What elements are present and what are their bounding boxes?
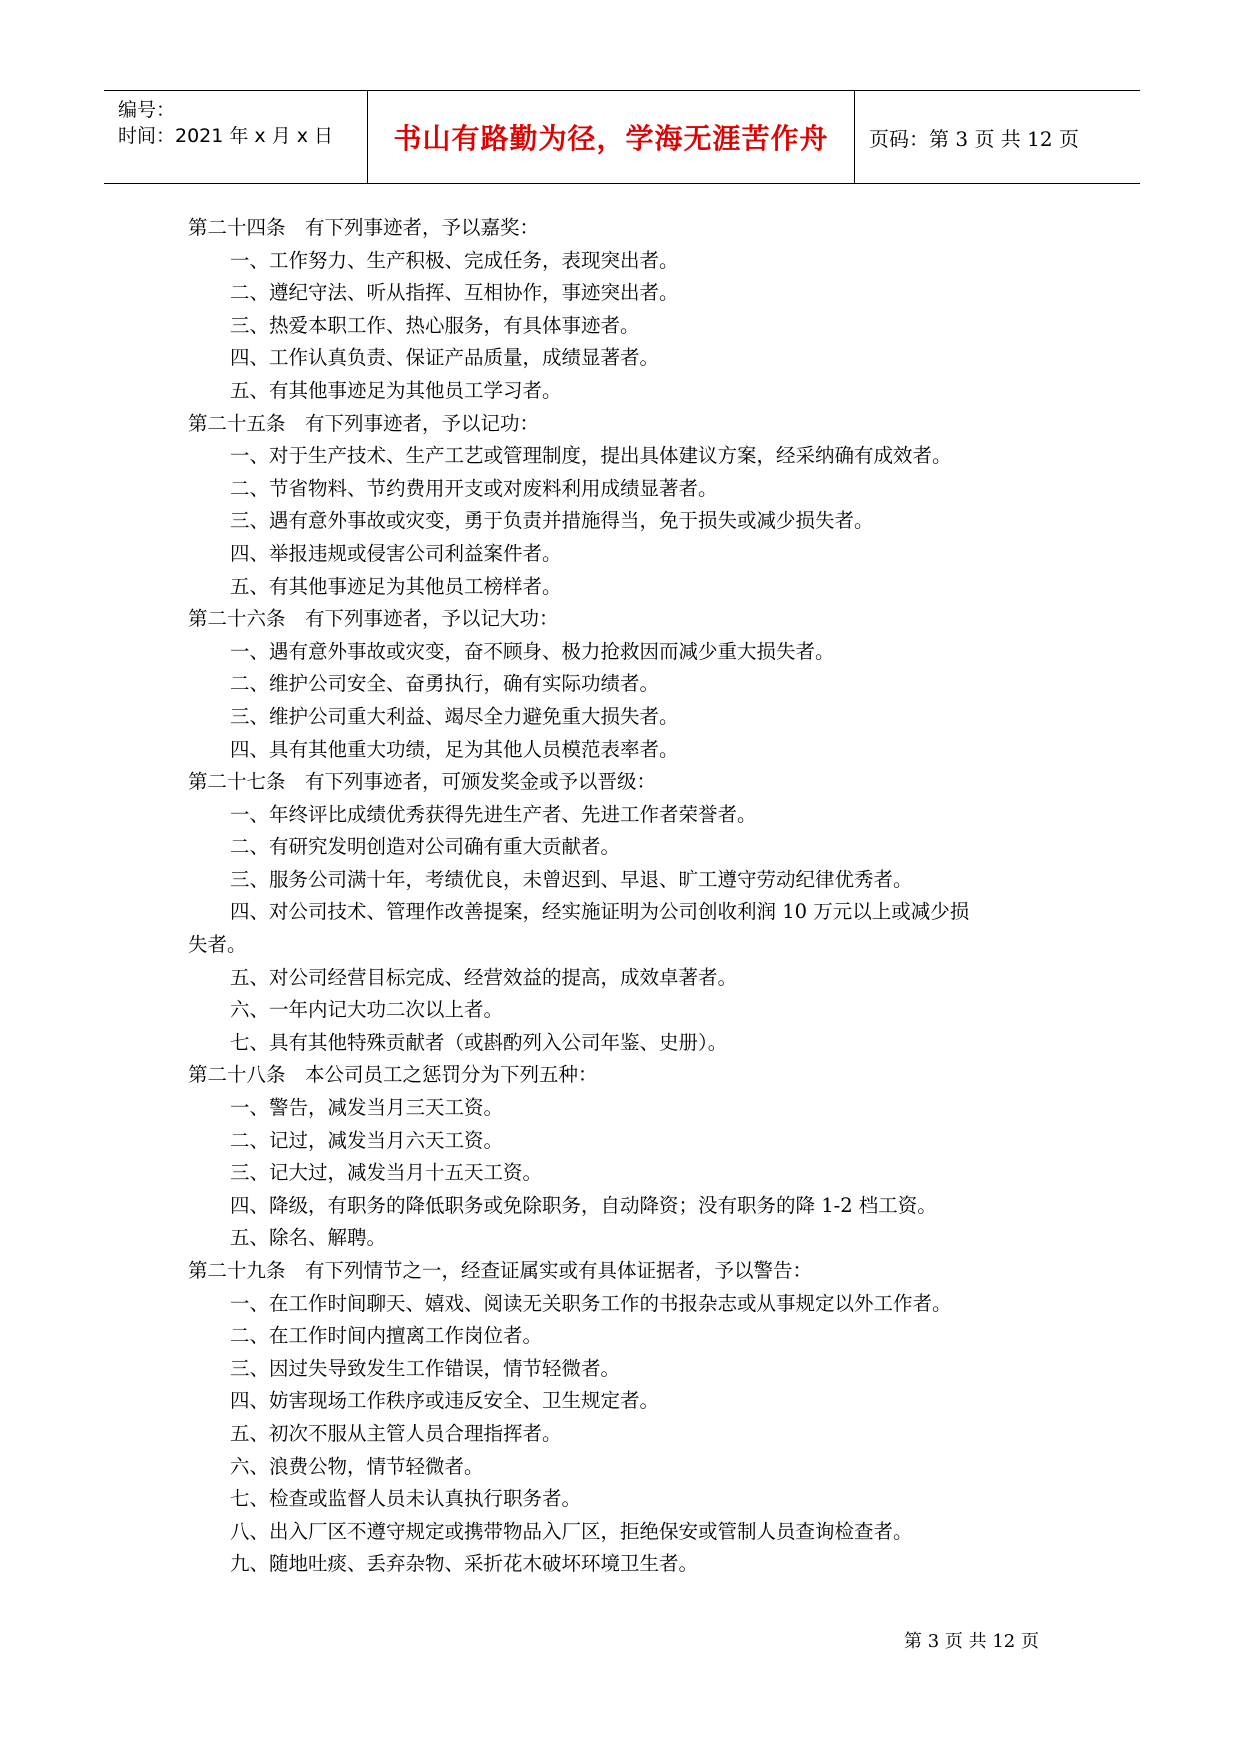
header-meta-cell [104,91,367,183]
article-heading: 第二十六条 有下列事迹者，予以记大功： [188,607,559,631]
list-item: 四、工作认真负责、保证产品质量，成绩显著者。 [230,346,660,370]
list-item: 三、遇有意外事故或灾变，勇于负责并措施得当，免于损失或减少损失者。 [230,509,874,533]
list-item: 五、有其他事迹足为其他员工榜样者。 [230,574,562,598]
list-item: 五、初次不服从主管人员合理指挥者。 [230,1421,562,1445]
article-heading: 第二十九条 有下列情节之一，经查证属实或有具体证据者，予以警告： [188,1259,813,1282]
continuation-line: 失者。 [188,933,247,957]
article-heading: 第二十四条 有下列事迹者，予以嘉奖： [188,216,540,239]
list-item: 四、举报违规或侵害公司利益案件者。 [230,541,562,565]
list-item: 一、警告，减发当月三天工资。 [230,1096,504,1120]
list-item: 三、记大过，减发当月十五天工资。 [230,1161,543,1185]
list-item: 一、遇有意外事故或灾变，奋不顾身、极力抢救因而减少重大损失者。 [230,639,835,663]
list-item: 三、维护公司重大利益、竭尽全力避免重大损失者。 [230,704,679,728]
list-item: 三、因过失导致发生工作错误，情节轻微者。 [230,1356,621,1380]
list-item: 六、一年内记大功二次以上者。 [230,998,504,1022]
list-item: 八、出入厂区不遵守规定或携带物品入厂区，拒绝保安或管制人员查询检查者。 [230,1519,913,1543]
list-item: 二、维护公司安全、奋勇执行，确有实际功绩者。 [230,672,660,696]
list-item: 一、在工作时间聊天、嬉戏、阅读无关职务工作的书报杂志或从事规定以外工作者。 [230,1291,952,1315]
list-item: 一、对于生产技术、生产工艺或管理制度，提出具体建议方案，经采纳确有成效者。 [230,444,952,468]
list-item: 六、浪费公物，情节轻微者。 [230,1454,484,1478]
header-page-cell [855,91,1140,183]
document-body [188,212,1068,1581]
list-item: 七、具有其他特殊贡献者（或斟酌列入公司年鉴、史册）。 [230,1030,728,1054]
list-item: 二、节省物料、节约费用开支或对废料利用成绩显著者。 [230,476,718,500]
list-item: 四、降级，有职务的降低职务或免除职务，自动降资；没有职务的降 1-2 档工资。 [230,1193,937,1217]
list-item: 四、具有其他重大功绩，足为其他人员模范表率者。 [230,737,679,761]
article-heading: 第二十五条 有下列事迹者，予以记功： [188,411,540,435]
list-item: 二、在工作时间内擅离工作岗位者。 [230,1324,543,1348]
article-heading: 第二十七条 有下列事迹者，可颁发奖金或予以晋级： [188,770,657,794]
number-label: 编号： [118,99,176,121]
list-item: 三、热爱本职工作、热心服务，有具体事迹者。 [230,313,640,337]
list-item: 九、随地吐痰、丢弃杂物、采折花木破坏环境卫生者。 [230,1552,699,1576]
list-item: 五、有其他事迹足为其他员工学习者。 [230,378,562,402]
page-footer: 第 3 页 共 12 页 [904,1631,1039,1652]
time-label: 时间：2021 年 x 月 x 日 [118,125,334,147]
list-item: 五、对公司经营目标完成、经营效益的提高，成效卓著者。 [230,965,738,989]
list-item: 二、有研究发明创造对公司确有重大贡献者。 [230,835,621,859]
page-info: 页码：第 3 页 共 12 页 [869,126,1079,151]
list-item: 二、遵纪守法、听从指挥、互相协作，事迹突出者。 [230,281,679,305]
motto-text: 书山有路勤为径，学海无涯苦作舟 [393,122,829,155]
list-item: 二、记过，减发当月六天工资。 [230,1128,504,1152]
list-item: 四、对公司技术、管理作改善提案，经实施证明为公司创收利润 10 万元以上或减少损 [230,900,970,924]
header-motto-cell [367,91,855,183]
list-item: 四、妨害现场工作秩序或违反安全、卫生规定者。 [230,1389,660,1413]
list-item: 七、检查或监督人员未认真执行职务者。 [230,1487,582,1511]
article-heading: 第二十八条 本公司员工之惩罚分为下列五种： [188,1063,598,1087]
list-item: 一、年终评比成绩优秀获得先进生产者、先进工作者荣誉者。 [230,802,757,826]
document-header [104,90,1140,184]
list-item: 五、除名、解聘。 [230,1226,387,1250]
list-item: 一、工作努力、生产积极、完成任务，表现突出者。 [230,248,679,272]
list-item: 三、服务公司满十年，考绩优良，未曾迟到、早退、旷工遵守劳动纪律优秀者。 [230,867,913,891]
